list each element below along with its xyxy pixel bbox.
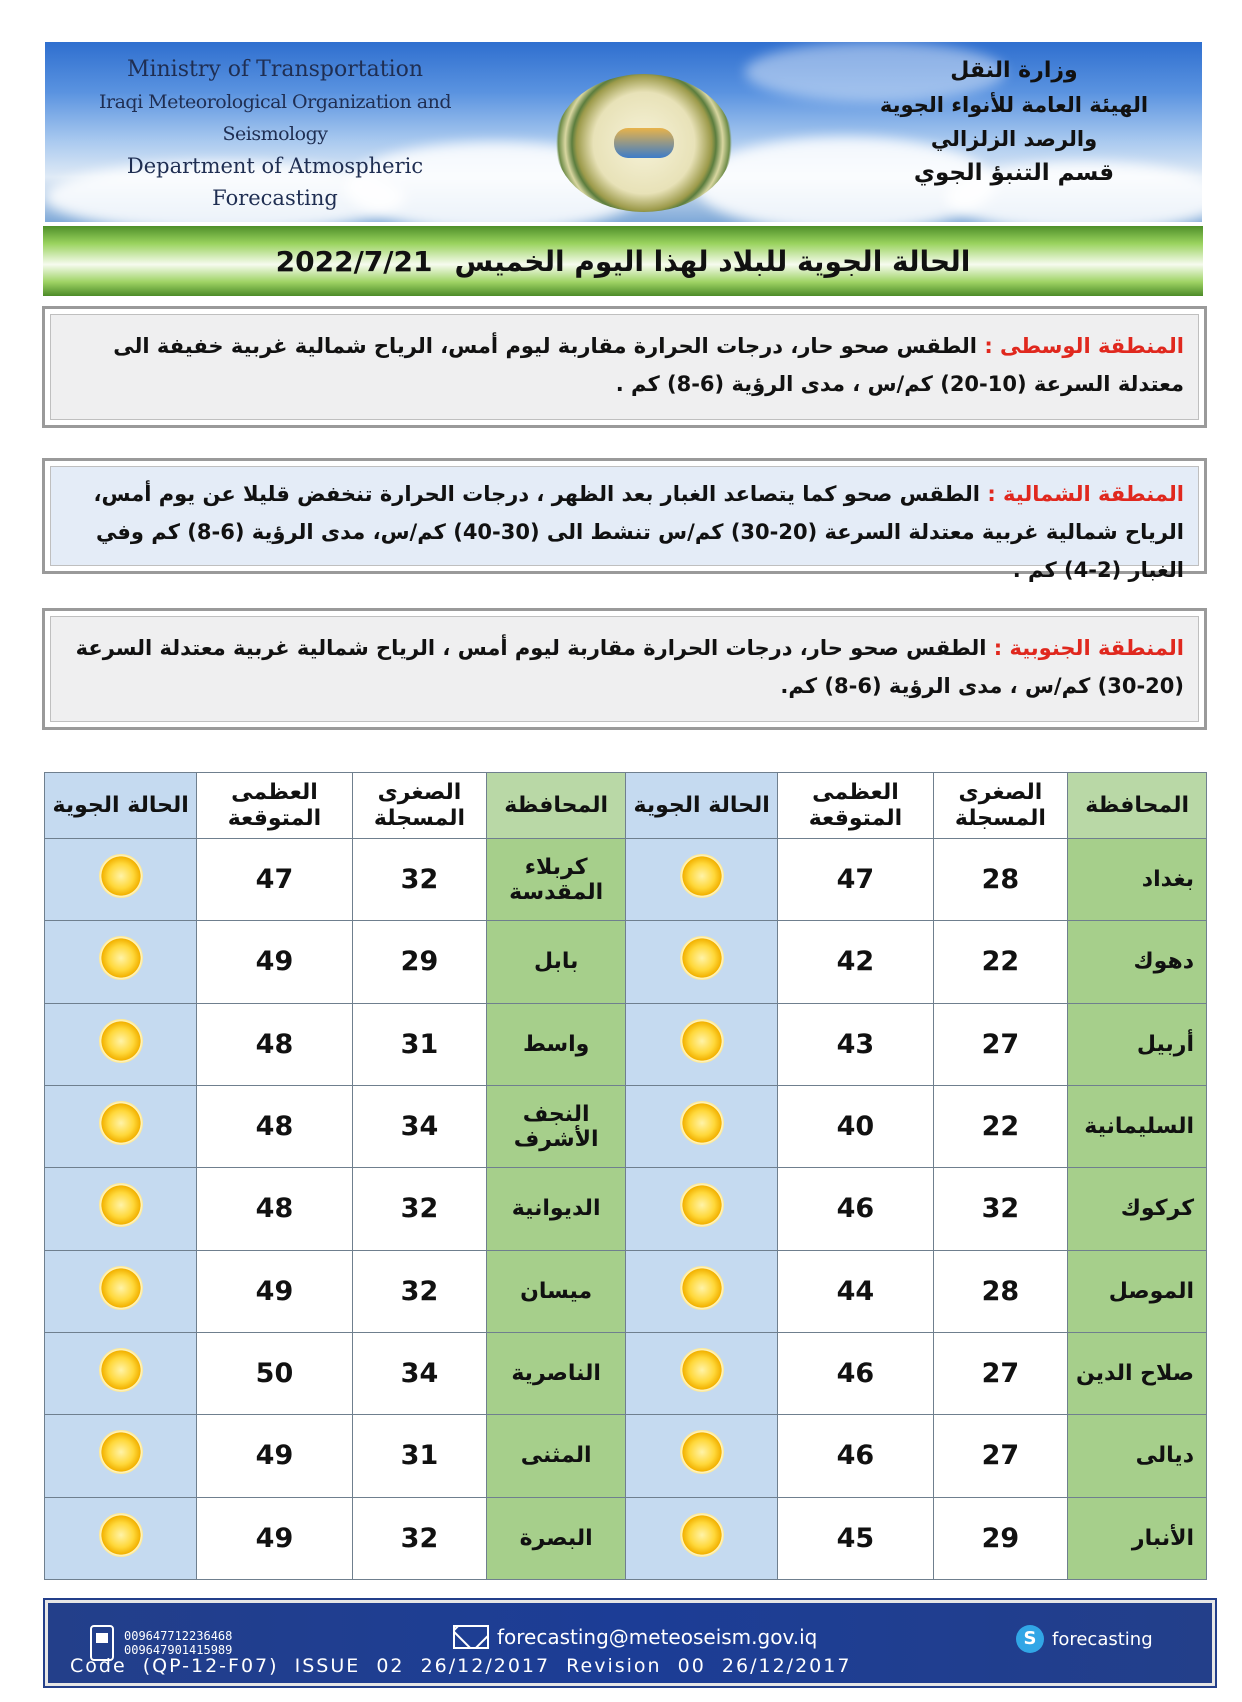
province-cell: صلاح الدين bbox=[1068, 1332, 1207, 1414]
max-temp-cell: 46 bbox=[778, 1332, 933, 1414]
condition-cell bbox=[45, 921, 197, 1003]
min-temp-cell: 28 bbox=[933, 839, 1068, 921]
sun-icon bbox=[680, 1101, 724, 1145]
max-temp-cell: 44 bbox=[778, 1250, 933, 1332]
temperature-table bbox=[44, 772, 1207, 1580]
province-cell: الناصرية bbox=[487, 1332, 626, 1414]
condition-cell bbox=[626, 1415, 778, 1497]
sun-icon bbox=[99, 854, 143, 898]
province-cell: ميسان bbox=[487, 1250, 626, 1332]
min-temp-cell: 32 bbox=[352, 1168, 487, 1250]
sun-icon bbox=[680, 1430, 724, 1474]
min-temp-cell: 27 bbox=[933, 1003, 1068, 1085]
province-cell: كربلاء المقدسة bbox=[487, 839, 626, 921]
header-max: العظمى المتوقعة bbox=[778, 773, 933, 839]
table-row bbox=[45, 839, 1207, 921]
sun-icon bbox=[680, 1266, 724, 1310]
table-row bbox=[45, 1415, 1207, 1497]
southern-region-forecast: الطقس صحو حار، درجات الحرارة مقاربة ليوم أمس ، الرياح شمالية غربية معتدلة السرعة (20-30) كم/س ، مدى الرؤية (6-8) كم. bbox=[75, 636, 1184, 698]
province-cell: بابل bbox=[487, 921, 626, 1003]
max-temp-cell: 42 bbox=[778, 921, 933, 1003]
header-banner bbox=[45, 42, 1202, 222]
email-contact[interactable] bbox=[453, 1625, 817, 1649]
province-cell: كركوك bbox=[1068, 1168, 1207, 1250]
max-temp-cell: 48 bbox=[197, 1003, 352, 1085]
sun-icon bbox=[99, 1266, 143, 1310]
title-bar bbox=[43, 226, 1203, 296]
table-header-row bbox=[45, 773, 1207, 839]
max-temp-cell: 48 bbox=[197, 1168, 352, 1250]
northern-region-text bbox=[50, 466, 1199, 582]
condition-cell bbox=[45, 1332, 197, 1414]
header-province: المحافظة bbox=[1068, 773, 1207, 839]
footer bbox=[45, 1600, 1215, 1686]
northern-region-label: المنطقة الشمالية : bbox=[987, 482, 1184, 506]
southern-region-box bbox=[42, 608, 1207, 730]
bulletin-date: 2022/7/21 bbox=[275, 244, 433, 278]
province-cell: أربيل bbox=[1068, 1003, 1207, 1085]
table-row bbox=[45, 921, 1207, 1003]
min-temp-cell: 29 bbox=[352, 921, 487, 1003]
min-temp-cell: 32 bbox=[933, 1168, 1068, 1250]
sun-icon bbox=[99, 1101, 143, 1145]
condition-cell bbox=[45, 1497, 197, 1579]
province-cell: المثنى bbox=[487, 1415, 626, 1497]
organization-name-ar: الهيئة العامة للأنواء الجوية والرصد الزلزالي bbox=[879, 93, 1149, 151]
central-region-box bbox=[42, 306, 1207, 428]
condition-cell bbox=[626, 1497, 778, 1579]
table-row bbox=[45, 1003, 1207, 1085]
central-region-text bbox=[50, 314, 1199, 420]
header-condition: الحالة الجوية bbox=[626, 773, 778, 839]
condition-cell bbox=[45, 1250, 197, 1332]
table-row bbox=[45, 1168, 1207, 1250]
sun-icon bbox=[99, 1183, 143, 1227]
province-cell: الديوانية bbox=[487, 1168, 626, 1250]
skype-name[interactable]: forecasting bbox=[1052, 1628, 1153, 1650]
skype-icon: S bbox=[1016, 1625, 1044, 1653]
province-cell: دهوك bbox=[1068, 921, 1207, 1003]
page-title: الحالة الجوية للبلاد لهذا اليوم الخميس bbox=[454, 244, 971, 278]
condition-cell bbox=[626, 1168, 778, 1250]
province-cell: الأنبار bbox=[1068, 1497, 1207, 1579]
condition-cell bbox=[626, 839, 778, 921]
max-temp-cell: 47 bbox=[197, 839, 352, 921]
max-temp-cell: 50 bbox=[197, 1332, 352, 1414]
max-temp-cell: 43 bbox=[778, 1003, 933, 1085]
document-code: Code (QP-12-F07) ISSUE 02 26/12/2017 Revision 00 26/12/2017 bbox=[70, 1655, 852, 1677]
sun-icon bbox=[99, 936, 143, 980]
table-row bbox=[45, 1250, 1207, 1332]
sun-icon bbox=[99, 1513, 143, 1557]
table-row bbox=[45, 1085, 1207, 1167]
header-province: المحافظة bbox=[487, 773, 626, 839]
condition-cell bbox=[45, 1085, 197, 1167]
province-cell: السليمانية bbox=[1068, 1085, 1207, 1167]
northern-region-box bbox=[42, 458, 1207, 582]
min-temp-cell: 28 bbox=[933, 1250, 1068, 1332]
table-row bbox=[45, 1332, 1207, 1414]
northern-region-forecast: الطقس صحو كما يتصاعد الغبار بعد الظهر ، درجات الحرارة تنخفض قليلا عن يوم أمس، الرياح شمالية غربية معتدلة السرعة (20-30) كم/س تنشط الى (30-40) كم/س، مدى الرؤية (6-8) كم وفي الغبار (2-4) كم . bbox=[93, 482, 1184, 582]
sun-icon bbox=[99, 1019, 143, 1063]
max-temp-cell: 48 bbox=[197, 1085, 352, 1167]
central-region-label: المنطقة الوسطى : bbox=[984, 334, 1184, 358]
sun-icon bbox=[680, 854, 724, 898]
condition-cell bbox=[45, 839, 197, 921]
organization-name-en: Iraqi Meteorological Organization and Seismology bbox=[98, 91, 452, 145]
max-temp-cell: 46 bbox=[778, 1168, 933, 1250]
condition-cell bbox=[626, 1332, 778, 1414]
province-cell: بغداد bbox=[1068, 839, 1207, 921]
header-min: الصغرى المسجلة bbox=[352, 773, 487, 839]
min-temp-cell: 34 bbox=[352, 1085, 487, 1167]
min-temp-cell: 22 bbox=[933, 1085, 1068, 1167]
min-temp-cell: 22 bbox=[933, 921, 1068, 1003]
department-name-en: Department of Atmospheric Forecasting bbox=[126, 154, 424, 210]
max-temp-cell: 46 bbox=[778, 1415, 933, 1497]
min-temp-cell: 31 bbox=[352, 1415, 487, 1497]
southern-region-label: المنطقة الجنوبية : bbox=[993, 636, 1184, 660]
phone-number-1: 009647712236468 bbox=[124, 1629, 233, 1643]
mail-icon bbox=[453, 1625, 489, 1649]
max-temp-cell: 40 bbox=[778, 1085, 933, 1167]
max-temp-cell: 47 bbox=[778, 839, 933, 921]
province-cell: النجف الأشرف bbox=[487, 1085, 626, 1167]
department-name-ar: قسم التنبؤ الجوي bbox=[913, 160, 1115, 186]
sun-icon bbox=[680, 1513, 724, 1557]
max-temp-cell: 49 bbox=[197, 1415, 352, 1497]
phone-number-2: 009647901415989 bbox=[124, 1643, 233, 1657]
province-cell: واسط bbox=[487, 1003, 626, 1085]
max-temp-cell: 45 bbox=[778, 1497, 933, 1579]
condition-cell bbox=[626, 921, 778, 1003]
header-arabic-text bbox=[844, 54, 1184, 190]
header-min: الصغرى المسجلة bbox=[933, 773, 1068, 839]
condition-cell bbox=[45, 1415, 197, 1497]
organization-seal-icon bbox=[555, 74, 733, 212]
condition-cell bbox=[626, 1085, 778, 1167]
sun-icon bbox=[680, 1183, 724, 1227]
ministry-name-en: Ministry of Transportation bbox=[126, 57, 424, 82]
condition-cell bbox=[626, 1250, 778, 1332]
province-cell: الموصل bbox=[1068, 1250, 1207, 1332]
min-temp-cell: 32 bbox=[352, 1497, 487, 1579]
central-region-forecast: الطقس صحو حار، درجات الحرارة مقاربة ليوم أمس، الرياح شمالية غربية خفيفة الى معتدلة السرعة (10-20) كم/س ، مدى الرؤية (6-8) كم . bbox=[113, 334, 1184, 396]
min-temp-cell: 32 bbox=[352, 1250, 487, 1332]
min-temp-cell: 27 bbox=[933, 1415, 1068, 1497]
sun-icon bbox=[680, 1019, 724, 1063]
condition-cell bbox=[626, 1003, 778, 1085]
condition-cell bbox=[45, 1003, 197, 1085]
table-row bbox=[45, 1497, 1207, 1579]
province-cell: البصرة bbox=[487, 1497, 626, 1579]
max-temp-cell: 49 bbox=[197, 921, 352, 1003]
sun-icon bbox=[680, 936, 724, 980]
min-temp-cell: 34 bbox=[352, 1332, 487, 1414]
min-temp-cell: 31 bbox=[352, 1003, 487, 1085]
min-temp-cell: 32 bbox=[352, 839, 487, 921]
condition-cell bbox=[45, 1168, 197, 1250]
sun-icon bbox=[680, 1348, 724, 1392]
southern-region-text bbox=[50, 616, 1199, 722]
min-temp-cell: 27 bbox=[933, 1332, 1068, 1414]
sun-icon bbox=[99, 1348, 143, 1392]
header-condition: الحالة الجوية bbox=[45, 773, 197, 839]
email-address[interactable]: forecasting@meteoseism.gov.iq bbox=[497, 1625, 818, 1649]
max-temp-cell: 49 bbox=[197, 1250, 352, 1332]
max-temp-cell: 49 bbox=[197, 1497, 352, 1579]
header-english-text bbox=[65, 54, 485, 214]
ministry-name-ar: وزارة النقل bbox=[950, 58, 1078, 83]
min-temp-cell: 29 bbox=[933, 1497, 1068, 1579]
skype-contact[interactable] bbox=[1016, 1625, 1153, 1653]
province-cell: ديالى bbox=[1068, 1415, 1207, 1497]
sun-icon bbox=[99, 1430, 143, 1474]
header-max: العظمى المتوقعة bbox=[197, 773, 352, 839]
